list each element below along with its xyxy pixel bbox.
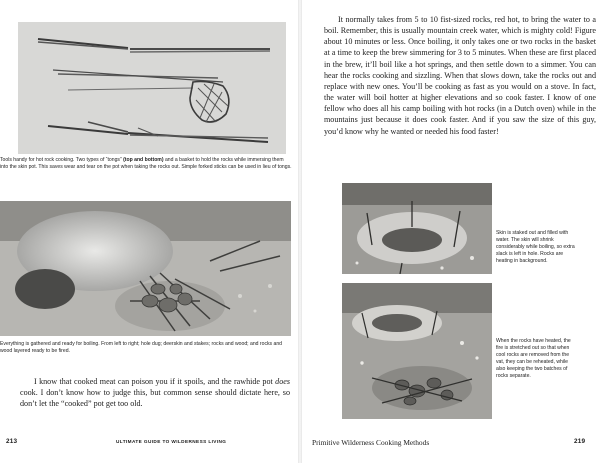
- running-head-left: ULTIMATE GUIDE TO WILDERNESS LIVING: [116, 439, 227, 444]
- tongs-basket-illustration: [18, 22, 286, 154]
- left-body-paragraph: [20, 376, 290, 409]
- caption-tongs-bold: (top and bottom): [123, 157, 164, 163]
- photo-skin-staked: [342, 183, 492, 274]
- photo-rocks-heated: [342, 283, 492, 419]
- figure-caption-gathered: Everything is gathered and ready for boiling. From left to right; hole dug; deerskin and stakes; rocks and wood; and rocks and wood layered ready to be fired.: [0, 341, 283, 354]
- rocks-heated-illustration: [342, 283, 492, 419]
- gathered-ground-illustration: [0, 201, 291, 336]
- caption-tongs-part2: and a basket to hold the rocks while immersing them into the skin pot. This saves wear and tear on the pot when taking the rocks out. Simple forked sticks can be used in lieu of tongs.: [0, 157, 292, 170]
- left-page: [0, 0, 298, 463]
- running-head-right: Primitive Wilderness Cooking Methods: [312, 438, 430, 447]
- folio-left: 213: [6, 438, 18, 445]
- right-body-paragraph: [324, 14, 596, 137]
- folio-right: 219: [574, 438, 586, 445]
- right-page: [302, 0, 600, 463]
- photo-gathered-for-boiling: [0, 201, 291, 336]
- skin-staked-illustration: [342, 183, 492, 274]
- figure-caption-skin: Skin is staked out and filled with water. The skin will shrink considerably while boiling, so extra slack is left in hole. Rocks are heating in background.: [496, 230, 575, 264]
- body-left-post: cook. I don’t know how to judge this, but common sense should dictate here, so don’t let the “cooked” pot get too old.: [20, 388, 290, 409]
- body-left-emphasis: does: [275, 377, 290, 386]
- caption-tongs-part1: Tools handy for hot rock cooking. Two types of “tongs”: [0, 157, 124, 163]
- right-body-text: It normally takes from 5 to 10 fist-sized rocks, red hot, to bring the water to a boil. Remember, this is usually mountain creek water, which is mighty cold! Figure about 10 minutes or less. Once boiling, it only takes one or two rocks in the basket at a time to keep the brew simmering for 3 to 5 minutes. When these are first placed in the brew, it’ll boil like a hot springs, and then settle down to a simmer. You can hear the rocks cooking and sizzling. When that slows down, take the rocks out and replace with new ones. You’ll be cooking as fast as you would on a stove. In fact, the water will boil hotter at higher elevations and so cook faster. I know of one fellow who does all his camp boiling with hot rocks (in a Dutch oven) while in the mountains just because it does cook faster. And if you saw the size of this guy, you’d know why he wanted or needed his food faster!: [324, 15, 596, 136]
- figure-caption-rocks: When the rocks have heated, the fire is stretched out so that when cool rocks are removed from the vat, they can be reheated, while also keeping the two batches of rocks separate.: [496, 338, 571, 379]
- photo-tongs-and-basket: [18, 22, 286, 154]
- figure-caption-tongs: [0, 157, 292, 171]
- body-left-pre: I know that cooked meat can poison you if it spoils, and the rawhide pot: [34, 377, 276, 386]
